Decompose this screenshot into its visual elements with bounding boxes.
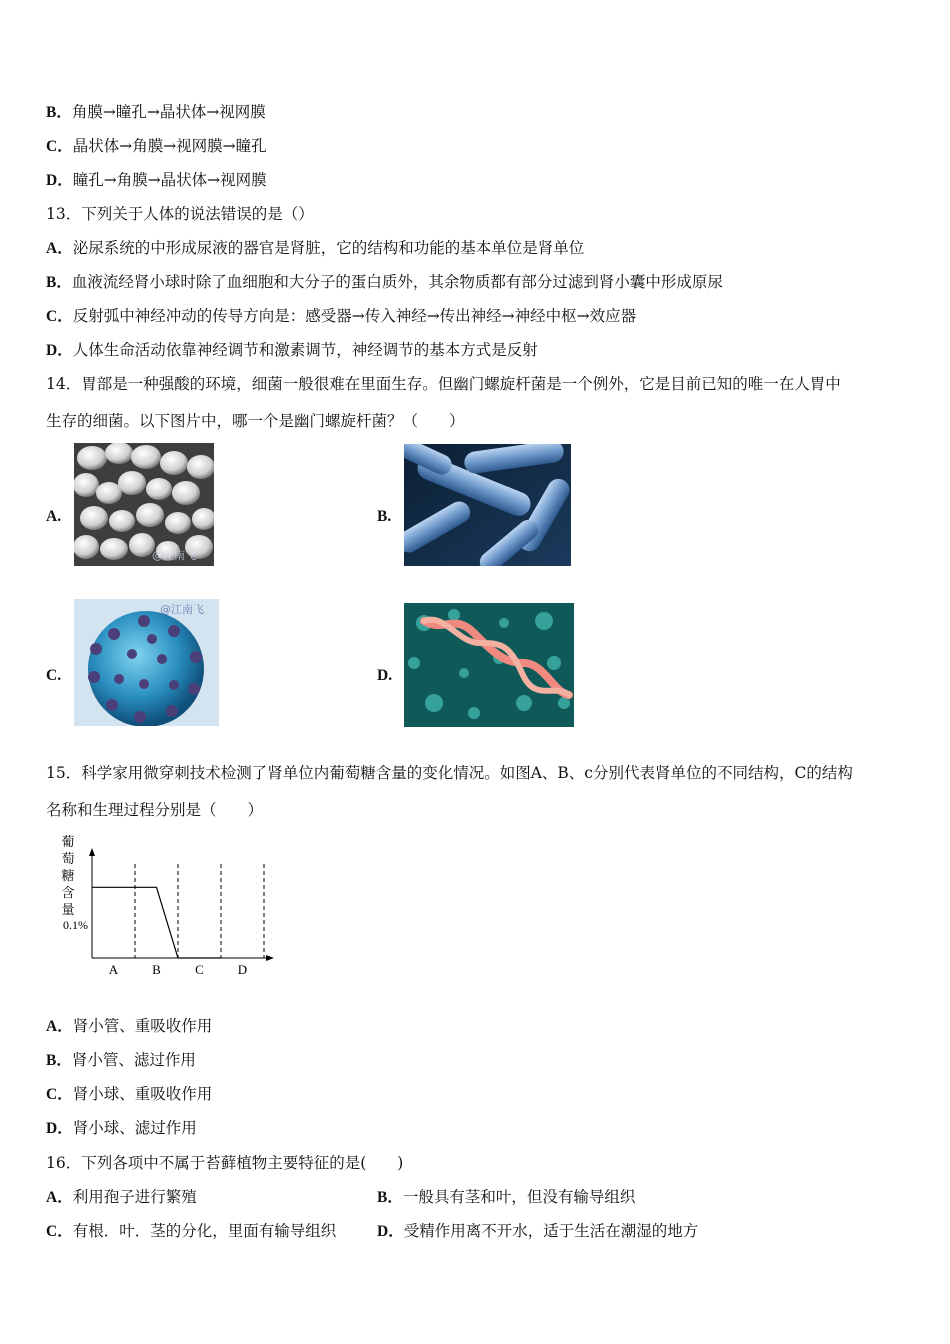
q14-label-a: A. <box>46 508 62 525</box>
image-watermark: @江南飞 <box>152 549 196 562</box>
rod-bacteria-illustration <box>404 444 571 566</box>
option-label: A． <box>46 1189 73 1206</box>
q16-option-c <box>46 1221 336 1242</box>
bacteria-image-cocci <box>74 443 214 566</box>
region-dividers <box>135 864 264 958</box>
virus-image <box>74 599 219 726</box>
option-label: A． <box>46 240 73 257</box>
q12-option-c <box>46 136 267 157</box>
option-text: 一般具有茎和叶，但没有输导组织 <box>402 1188 636 1206</box>
option-text: 泌尿系统的中形成尿液的器官是肾脏，它的结构和功能的基本单位是肾单位 <box>72 239 585 257</box>
option-text: 利用孢子进行繁殖 <box>72 1188 197 1206</box>
image-watermark: @江南飞 <box>160 603 204 616</box>
y-label-char: 萄 <box>61 851 75 866</box>
option-label: C． <box>46 308 73 325</box>
option-text: 受精作用离不开水，适于生活在潮湿的地方 <box>403 1222 699 1240</box>
q16-option-b <box>377 1187 635 1208</box>
q15-option-c <box>46 1084 212 1105</box>
y-label-char: 含 <box>61 885 75 900</box>
bacteria-image-rods <box>404 444 571 566</box>
x-category-label: A <box>108 962 119 977</box>
glucose-series-line <box>92 887 221 958</box>
q13-option-b <box>46 272 723 293</box>
q14-stem-line1: 14．胃部是一种强酸的环境，细菌一般很难在里面生存。但幽门螺旋杆菌是一个例外，它是目前已知的唯一在人胃中 <box>46 375 841 393</box>
option-text: 肾小球、滤过作用 <box>72 1119 197 1137</box>
q15-option-d <box>46 1118 197 1139</box>
q12-option-b <box>46 102 266 123</box>
q14-label-b: B. <box>377 508 392 525</box>
q16-option-a <box>46 1187 197 1208</box>
q15-option-b <box>46 1050 196 1071</box>
q15-option-a <box>46 1016 212 1037</box>
x-category-label: C <box>195 962 204 977</box>
y-label-char: 糖 <box>61 868 75 883</box>
option-label: B． <box>46 274 72 291</box>
option-label: B． <box>46 104 72 121</box>
option-label: C． <box>46 138 73 155</box>
helicobacter-image <box>404 603 574 727</box>
q12-option-d <box>46 170 267 191</box>
option-label: D． <box>46 172 73 189</box>
y-label-char: 葡 <box>61 834 75 849</box>
q14-stem-line2: 生存的细菌。以下图片中，哪一个是幽门螺旋杆菌？（ ） <box>46 412 465 430</box>
x-axis-arrow <box>266 955 274 961</box>
option-label: D． <box>46 342 73 359</box>
q15-stem-line1: 15．科学家用微穿刺技术检测了肾单位内葡萄糖含量的变化情况。如图A、B、c分别代表肾单位的不同结构，C的结构 <box>46 764 853 782</box>
option-text: 肾小管、滤过作用 <box>71 1051 196 1069</box>
q13-stem: 13．下列关于人体的说法错误的是（） <box>46 205 314 223</box>
option-text: 晶状体→角膜→视网膜→瞳孔 <box>72 137 267 155</box>
option-text: 有根．叶．茎的分化，里面有输导组织 <box>72 1222 337 1240</box>
option-label: D． <box>46 1120 73 1137</box>
virus-illustration <box>74 599 219 726</box>
option-text: 反射弧中神经冲动的传导方向是：感受器→传入神经→传出神经→神经中枢→效应器 <box>72 307 637 325</box>
option-text: 血液流经肾小球时除了血细胞和大分子的蛋白质外，其余物质都有部分过滤到肾小囊中形成原尿 <box>71 273 723 291</box>
option-label: C． <box>46 1086 73 1103</box>
glucose-chart <box>46 828 286 983</box>
y-tick-label: 0.1% <box>63 918 88 932</box>
option-text: 瞳孔→角膜→晶状体→视网膜 <box>72 171 267 189</box>
option-text: 人体生命活动依靠神经调节和激素调节，神经调节的基本方式是反射 <box>72 341 538 359</box>
option-label: C． <box>46 1223 73 1240</box>
q16-option-d <box>377 1221 698 1242</box>
option-label: B． <box>46 1052 72 1069</box>
x-category-labels <box>109 962 247 977</box>
option-label: D． <box>377 1223 404 1240</box>
option-label: B． <box>377 1189 403 1206</box>
q14-label-c: C. <box>46 667 62 684</box>
y-axis-label <box>61 834 74 917</box>
q13-option-c <box>46 306 636 327</box>
x-category-label: B <box>152 962 161 977</box>
q15-stem-line2: 名称和生理过程分别是（ ） <box>46 801 264 819</box>
y-axis-arrow <box>89 848 95 856</box>
option-text: 肾小管、重吸收作用 <box>72 1017 213 1035</box>
y-label-char: 量 <box>61 902 75 917</box>
spiral-bacteria-illustration <box>404 603 574 727</box>
q16-stem: 16．下列各项中不属于苔藓植物主要特征的是( ) <box>46 1154 404 1172</box>
option-text: 角膜→瞳孔→晶状体→视网膜 <box>71 103 266 121</box>
x-category-label: D <box>237 962 248 977</box>
q13-option-a <box>46 238 584 259</box>
option-text: 肾小球、重吸收作用 <box>72 1085 213 1103</box>
option-label: A． <box>46 1018 73 1035</box>
q14-label-d: D. <box>377 667 393 684</box>
q13-option-d <box>46 340 538 361</box>
